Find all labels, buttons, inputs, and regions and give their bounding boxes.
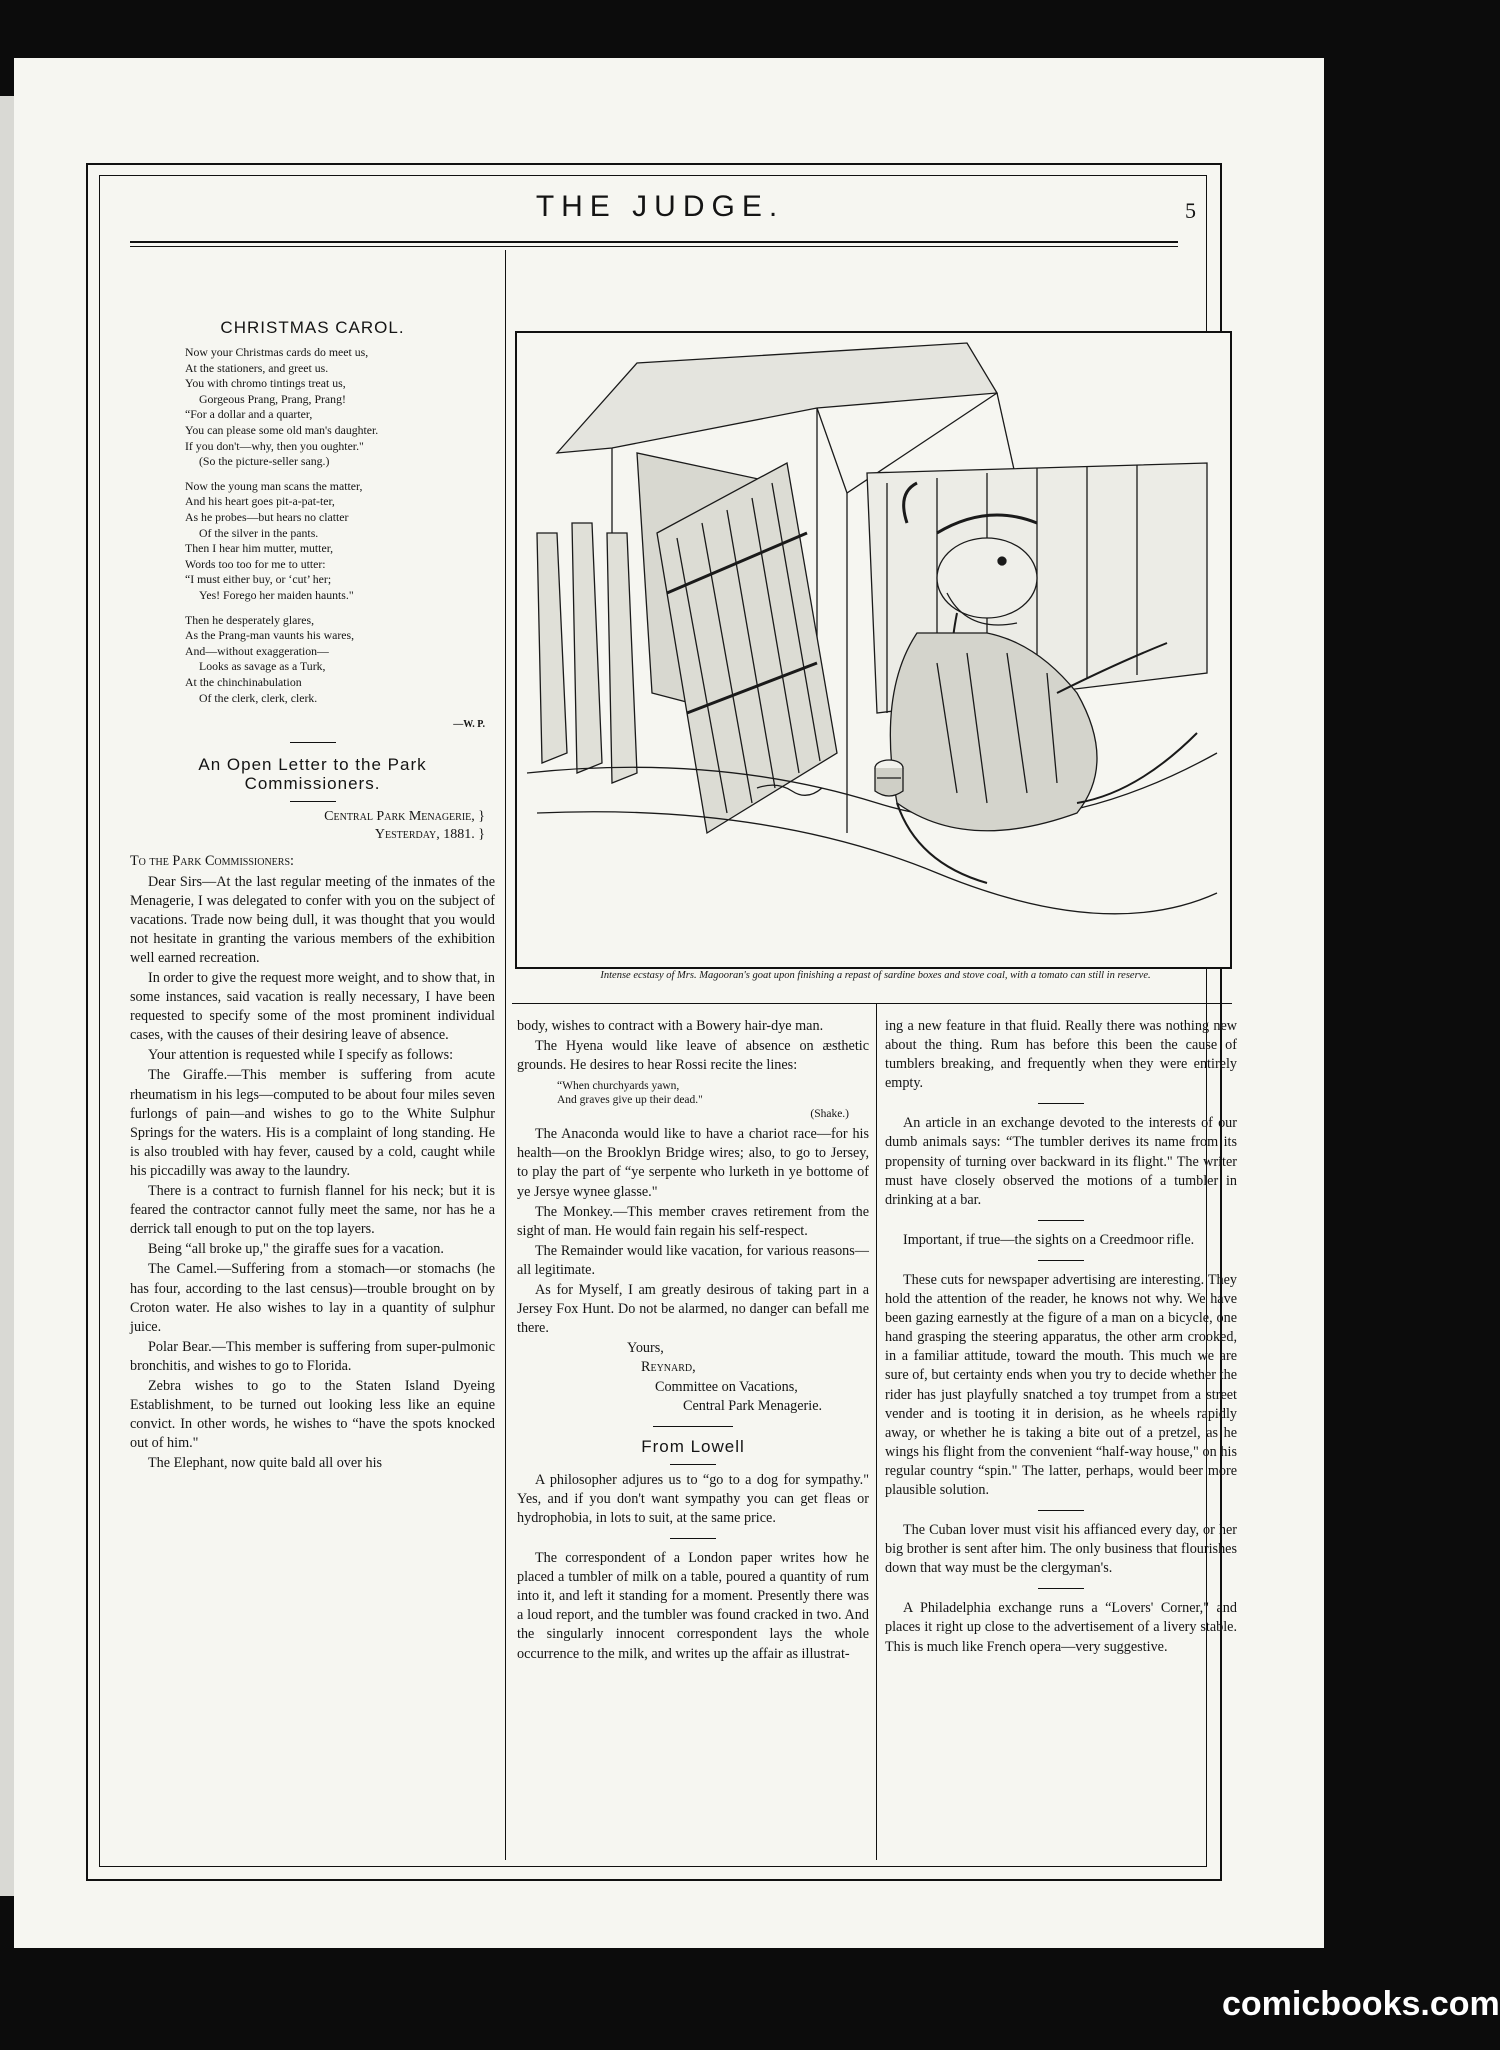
paragraph: Zebra wishes to go to the Staten Island Dyeing Establishment, to be turned out looking less like an equine convict. In other words, he wishes to “have the spots knocked out of him." bbox=[130, 1377, 495, 1452]
illustration-rule bbox=[512, 1003, 1232, 1004]
poem-line: And—without exaggeration— bbox=[185, 643, 329, 658]
paragraph: The Cuban lover must visit his affianced every day, or her big brother is sent after him. The only business that flourishes down that way must be the clergyman's. bbox=[885, 1522, 1237, 1577]
carol-poem bbox=[185, 345, 495, 706]
quote-line: “When churchyards yawn, bbox=[557, 1080, 680, 1093]
paragraph: These cuts for newspaper advertising are interesting. They hold the attention of the reader, he knows not why. We have been gazing earnestly at the figure of a man on a bicycle, one hand grasping the steering apparatus, the other arm crooked, in a familiar attitude, toward the mouth. This much we are sure of, but certainty ends when you try to decide whether the rider has just playfully snatched a toy trumpet from a street vender and is tooting it in derision, as he wheels rapidly away, or whether he is taking a bite out of a pretzel, as he wings his flight from the convenient “half-way house," on his regular country “spin." The latter, perhaps, would beer more plausible solution. bbox=[885, 1271, 1237, 1498]
paragraph: Being “all broke up," the giraffe sues for a vacation. bbox=[148, 1241, 444, 1258]
carol-title: CHRISTMAS CAROL. bbox=[220, 318, 405, 337]
poem-line: Of the silver in the pants. bbox=[199, 525, 319, 540]
dateline-line: Central Park Menagerie, } bbox=[324, 809, 485, 825]
letter-body-continued bbox=[517, 1125, 869, 1338]
poem-line: Looks as savage as a Turk, bbox=[199, 659, 326, 674]
poem-line: You can please some old man's daughter. bbox=[185, 423, 379, 438]
divider bbox=[290, 801, 336, 802]
poem-line: “I must either buy, or ‘cut’ her; bbox=[185, 572, 332, 587]
column-3 bbox=[885, 1017, 1237, 1658]
poem-line: (So the picture-seller sang.) bbox=[199, 454, 330, 469]
dateline-line: Yesterday, 1881. } bbox=[374, 827, 485, 843]
paragraph: The Remainder would like vacation, for various reasons—all legitimate. bbox=[517, 1242, 869, 1278]
closing-line: Reynard, bbox=[641, 1359, 696, 1376]
illustration-caption: Intense ecstasy of Mrs. Magooran's goat upon finishing a repast of sardine boxes and stove coal, with a tomato can still in reserve. bbox=[600, 970, 1151, 981]
divider bbox=[1038, 1510, 1084, 1511]
paragraph: In order to give the request more weight, and to show that, in some instances, said vacation is really necessary, I have been requested to specify some of the most prominent individual cases, with the causes of their desiring leave of absence. bbox=[130, 970, 495, 1044]
lowell-title: From Lowell bbox=[641, 1436, 745, 1456]
column-2 bbox=[517, 1017, 869, 1665]
divider bbox=[1038, 1220, 1084, 1221]
divider bbox=[670, 1464, 716, 1465]
poem-line: Now the young man scans the matter, bbox=[185, 478, 363, 493]
letter-closing bbox=[517, 1339, 869, 1415]
poem-line: Words too too for me to utter: bbox=[185, 556, 326, 571]
divider bbox=[670, 1538, 716, 1539]
poem-stanza bbox=[185, 345, 495, 470]
closing-line: Committee on Vacations, bbox=[655, 1378, 798, 1395]
divider bbox=[1038, 1260, 1084, 1261]
paragraph: The Anaconda would like to have a chariot race—for his health—on the Brooklyn Bridge wires; also, to go to Jersey, to play the part of “ye serpente who lurketh in ye bottome of ye Jersye wynee glasse." bbox=[517, 1126, 869, 1200]
poem-line: As the Prang-man vaunts his wares, bbox=[185, 628, 355, 643]
quote-line: And graves give up their dead." bbox=[557, 1094, 703, 1107]
poem-line: You with chromo tintings treat us, bbox=[185, 376, 346, 391]
paragraph: Polar Bear.—This member is suffering from super-pulmonic bronchitis, and wishes to go to Florida. bbox=[130, 1338, 495, 1374]
paragraph: The Elephant, now quite bald all over his bbox=[148, 1455, 383, 1472]
paragraph: A philosopher adjures us to “go to a dog for sympathy." Yes, and if you don't want sympathy you can get fleas or hydrophobia, in lots to suit, at the same price. bbox=[517, 1471, 869, 1526]
goat-drawing bbox=[517, 333, 1226, 963]
lowell-body-continued bbox=[885, 1017, 1237, 1657]
paragraph: The Giraffe.—This member is suffering from acute rheumatism in his legs—computed to be about four miles seven furlongs of pain—and wishes to go to the White Sulphur Springs for the waters. His is a complaint of long standing. He is also troubled with hay fever, caused by a cold, caught while his piccadilly was away to the laundry. bbox=[130, 1067, 495, 1179]
divider bbox=[1038, 1103, 1084, 1104]
poem-line: Then he desperately glares, bbox=[185, 612, 315, 627]
poem-line: And his heart goes pit-a-pat-ter, bbox=[185, 494, 335, 509]
poem-line: Yes! Forego her maiden haunts." bbox=[199, 588, 354, 602]
closing-line: Yours, bbox=[627, 1340, 664, 1357]
paragraph: Important, if true—the sights on a Creedmoor rifle. bbox=[903, 1231, 1195, 1248]
poem-line: At the stationers, and greet us. bbox=[185, 360, 329, 375]
letter-body bbox=[130, 873, 495, 1474]
poem-stanza bbox=[185, 479, 495, 604]
divider bbox=[1038, 1588, 1084, 1589]
letter-continued: body, wishes to contract with a Bowery hair-dye man. bbox=[517, 1018, 824, 1034]
poem-line: Then I hear him mutter, mutter, bbox=[185, 541, 334, 556]
lowell-body bbox=[517, 1471, 869, 1664]
paragraph: The Hyena would like leave of absence on æsthetic grounds. He desires to hear Rossi recite the lines: bbox=[517, 1038, 869, 1074]
paragraph: An article in an exchange devoted to the interests of our dumb animals says: “The tumbler derives its name from its propensity of turning over backward in its flight." The writer must have closely observed the motions of a tumbler in drinking at a bar. bbox=[885, 1115, 1237, 1208]
poem-line: Now your Christmas cards do meet us, bbox=[185, 345, 369, 360]
paragraph: The Camel.—Suffering from a stomach—or stomachs (he has four, according to the last census)—trouble brought on by Croton water. He also wishes to lay in a quantity of sulphur juice. bbox=[130, 1261, 495, 1335]
masthead-rule bbox=[130, 241, 1178, 247]
paragraph: A Philadelphia exchange runs a “Lovers' Corner," and places it right up close to the advertisement of a livery stable. This is much like French opera—very suggestive. bbox=[885, 1600, 1237, 1655]
paragraph: The correspondent of a London paper writes how he placed a tumbler of milk on a table, poured a quantity of rum into it, and left it standing for a moment. Presently there was a loud report, and the tumbler was found cracked in two. And the singularly innocent correspondent lays the whole occurrence to the milk, and writes up the affair as illustrat- bbox=[517, 1550, 869, 1662]
cartoon-illustration bbox=[515, 331, 1232, 969]
page-number: 5 bbox=[1185, 198, 1196, 223]
column-rule bbox=[876, 1003, 877, 1860]
divider bbox=[290, 742, 336, 743]
watermark: comicbooks.com bbox=[1222, 1985, 1500, 2023]
poem-line: Gorgeous Prang, Prang, Prang! bbox=[199, 391, 346, 406]
carol-signature: —W. P. bbox=[453, 719, 485, 731]
paragraph: Your attention is requested while I specify as follows: bbox=[148, 1047, 454, 1064]
letter-dateline bbox=[130, 808, 485, 844]
paragraph: ing a new feature in that fluid. Really there was nothing new about the thing. Rum has before this been the cause of tumblers breaking, and frequently when they were entirely empty. bbox=[885, 1018, 1237, 1092]
letter-title: An Open Letter to the Park Commissioners. bbox=[198, 755, 427, 794]
paragraph: There is a contract to furnish flannel for his neck; but it is feared the contractor cannot fully meet the same, nor has he a derrick tall enough to put on the top layers. bbox=[130, 1183, 495, 1238]
letter-salutation: To the Park Commissioners: bbox=[130, 853, 294, 870]
poem-line: Of the clerk, clerk, clerk. bbox=[199, 690, 318, 705]
poem-stanza bbox=[185, 613, 495, 707]
poem-line: If you don't—why, then you oughter." bbox=[185, 438, 364, 453]
column-rule bbox=[505, 250, 506, 1860]
poem-line: At the chinchinabulation bbox=[185, 674, 302, 689]
column-1 bbox=[130, 318, 495, 1474]
paragraph: Dear Sirs—At the last regular meeting of the inmates of the Menagerie, I was delegated to confer with you on the subject of vacations. Trade now being dull, it was thought that you would not hesitate in granting the various members of the exhibition well earned recreation. bbox=[130, 873, 495, 966]
poem-line: “For a dollar and a quarter, bbox=[185, 407, 313, 422]
closing-line: Central Park Menagerie. bbox=[683, 1397, 823, 1414]
paragraph: As for Myself, I am greatly desirous of taking part in a Jersey Fox Hunt. Do not be alarmed, no danger can befall me there. bbox=[517, 1282, 869, 1337]
divider bbox=[653, 1426, 733, 1427]
poem-line: As he probes—but hears no clatter bbox=[185, 510, 349, 525]
quote-attribution: (Shake.) bbox=[810, 1108, 849, 1121]
quotation bbox=[557, 1079, 869, 1121]
paragraph: The Monkey.—This member craves retirement from the sight of man. He would fain regain his self-respect. bbox=[517, 1203, 869, 1239]
masthead-title: THE JUDGE. bbox=[535, 190, 785, 223]
